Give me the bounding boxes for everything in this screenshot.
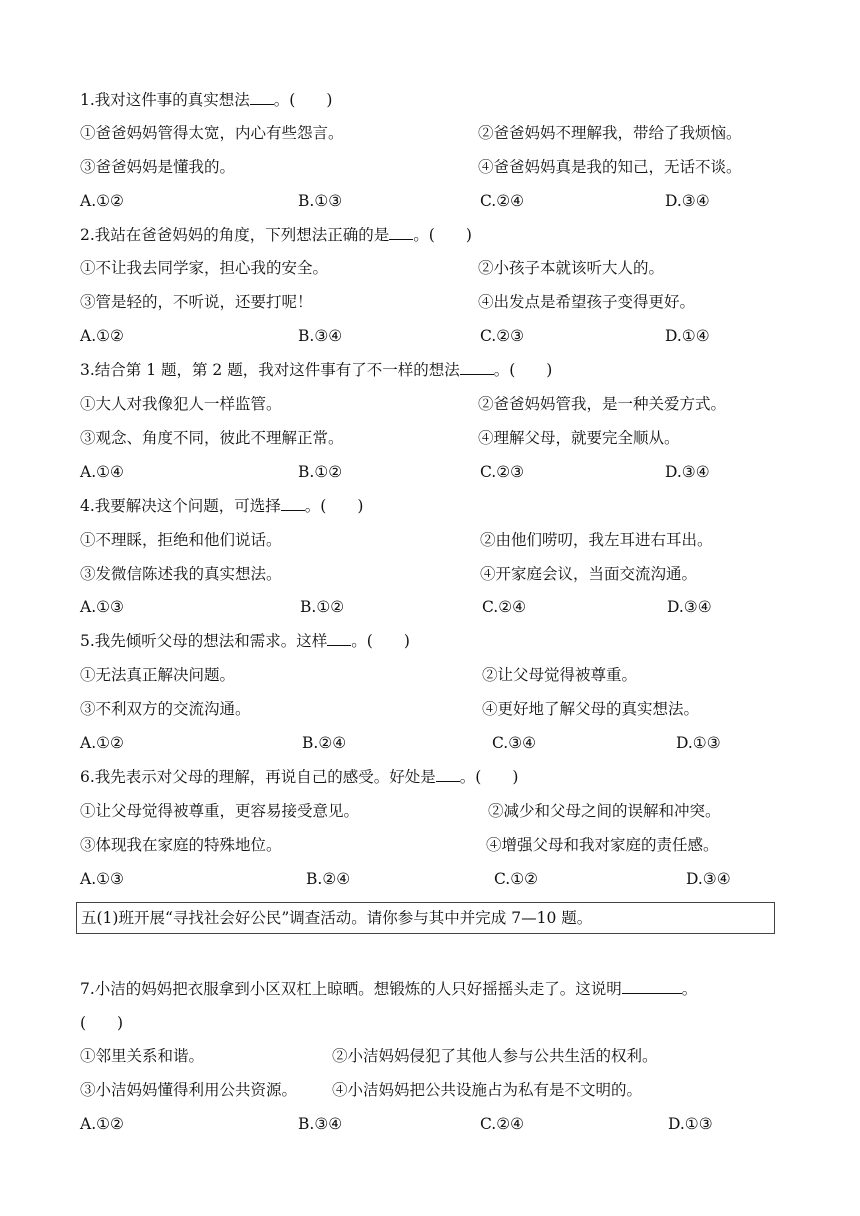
q1-item-2: ②爸爸妈妈不理解我，带给了我烦恼。 bbox=[478, 124, 742, 142]
q1-option-b: B.①③ bbox=[298, 192, 343, 210]
q2-option-c: C.②③ bbox=[480, 327, 525, 345]
q1-option-a: A.①② bbox=[80, 192, 124, 210]
q6-option-b: B.②④ bbox=[306, 870, 351, 888]
q7-option-d: D.①③ bbox=[668, 1115, 713, 1133]
answer-blank bbox=[436, 767, 460, 782]
q6-option-c: C.①② bbox=[494, 870, 539, 888]
q4-option-b: B.①② bbox=[300, 598, 345, 616]
question-5-stem: 5.我先倾听父母的想法和需求。这样 。( ) bbox=[80, 632, 410, 650]
q1-option-c: C.②④ bbox=[480, 192, 525, 210]
question-3-stem: 3.结合第 1 题，第 2 题，我对这件事有了不一样的想法 。( ) bbox=[80, 361, 553, 379]
q1-option-d: D.③④ bbox=[665, 192, 710, 210]
q3-option-d: D.③④ bbox=[665, 463, 710, 481]
q3-item-1: ①大人对我像犯人一样监管。 bbox=[80, 395, 282, 413]
question-2-stem: 2.我站在爸爸妈妈的角度，下列想法正确的是 。( ) bbox=[80, 226, 472, 244]
q6-item-3: ③体现我在家庭的特殊地位。 bbox=[80, 836, 282, 854]
q5-option-c: C.③④ bbox=[492, 734, 537, 752]
q4-item-2: ②由他们唠叨，我左耳进右耳出。 bbox=[480, 531, 713, 549]
q7-item-2: ②小洁妈妈侵犯了其他人参与公共生活的权利。 bbox=[332, 1047, 658, 1065]
q5-option-d: D.①③ bbox=[676, 734, 721, 752]
q7-item-4: ④小洁妈妈把公共设施占为私有是不文明的。 bbox=[332, 1081, 643, 1099]
q4-option-c: C.②④ bbox=[482, 598, 527, 616]
question-6-stem: 6.我先表示对父母的理解，再说自己的感受。好处是 。( ) bbox=[80, 768, 519, 786]
q3-item-4: ④理解父母，就要完全顺从。 bbox=[478, 429, 680, 447]
question-7-stem: 7.小洁的妈妈把衣服拿到小区双杠上晾晒。想锻炼的人只好摇摇头走了。这说明 。 bbox=[80, 980, 698, 998]
q5-item-4: ④更好地了解父母的真实想法。 bbox=[482, 700, 700, 718]
question-4-stem: 4.我要解决这个问题，可选择 。( ) bbox=[80, 497, 364, 515]
q4-item-3: ③发微信陈述我的真实想法。 bbox=[80, 565, 282, 583]
q6-item-1: ①让父母觉得被尊重，更容易接受意见。 bbox=[80, 802, 360, 820]
q4-option-a: A.①③ bbox=[80, 598, 124, 616]
q5-item-3: ③不利双方的交流沟通。 bbox=[80, 700, 251, 718]
q5-item-1: ①无法真正解决问题。 bbox=[80, 666, 236, 684]
q4-option-d: D.③④ bbox=[667, 598, 712, 616]
q5-option-b: B.②④ bbox=[302, 734, 347, 752]
q6-item-2: ②减少和父母之间的误解和冲突。 bbox=[488, 802, 721, 820]
q2-item-4: ④出发点是希望孩子变得更好。 bbox=[478, 293, 696, 311]
question-7-paren: ( ) bbox=[80, 1014, 124, 1032]
q1-item-3: ③爸爸妈妈是懂我的。 bbox=[80, 158, 236, 176]
answer-blank bbox=[622, 979, 682, 994]
section-header-text: 五(1)班开展“寻找社会好公民”调查活动。请你参与其中并完成 7—10 题。 bbox=[81, 909, 593, 927]
q3-option-a: A.①④ bbox=[80, 463, 124, 481]
q5-option-a: A.①② bbox=[80, 734, 124, 752]
question-1-stem: 1.我对这件事的真实想法 。( ) bbox=[80, 91, 333, 109]
q6-option-a: A.①③ bbox=[80, 870, 124, 888]
q4-item-4: ④开家庭会议，当面交流沟通。 bbox=[480, 565, 698, 583]
q2-option-d: D.①④ bbox=[665, 327, 710, 345]
q4-item-1: ①不理睬，拒绝和他们说话。 bbox=[80, 531, 282, 549]
q7-option-b: B.③④ bbox=[298, 1115, 343, 1133]
q7-item-1: ①邻里关系和谐。 bbox=[80, 1047, 205, 1065]
q3-option-b: B.①② bbox=[298, 463, 343, 481]
q3-item-2: ②爸爸妈妈管我，是一种关爱方式。 bbox=[478, 395, 727, 413]
q3-item-3: ③观念、角度不同，彼此不理解正常。 bbox=[80, 429, 344, 447]
section-header-box bbox=[76, 902, 775, 934]
answer-blank bbox=[460, 360, 494, 375]
q6-option-d: D.③④ bbox=[686, 870, 731, 888]
q6-item-4: ④增强父母和我对家庭的责任感。 bbox=[486, 836, 719, 854]
q1-item-1: ①爸爸妈妈管得太宽，内心有些怨言。 bbox=[80, 124, 344, 142]
q2-option-a: A.①② bbox=[80, 327, 124, 345]
q3-option-c: C.②③ bbox=[480, 463, 525, 481]
q7-option-c: C.②④ bbox=[480, 1115, 525, 1133]
q1-item-4: ④爸爸妈妈真是我的知己，无话不谈。 bbox=[478, 158, 742, 176]
q2-item-1: ①不让我去同学家，担心我的安全。 bbox=[80, 259, 329, 277]
answer-blank bbox=[389, 225, 413, 240]
q2-item-2: ②小孩子本就该听大人的。 bbox=[478, 259, 665, 277]
q7-option-a: A.①② bbox=[80, 1115, 124, 1133]
q2-option-b: B.③④ bbox=[298, 327, 343, 345]
answer-blank bbox=[327, 631, 351, 646]
answer-blank bbox=[250, 90, 274, 105]
answer-blank bbox=[281, 496, 305, 511]
q2-item-3: ③管是轻的，不听说，还要打呢！ bbox=[80, 293, 313, 311]
q7-item-3: ③小洁妈妈懂得利用公共资源。 bbox=[80, 1081, 298, 1099]
q5-item-2: ②让父母觉得被尊重。 bbox=[482, 666, 638, 684]
